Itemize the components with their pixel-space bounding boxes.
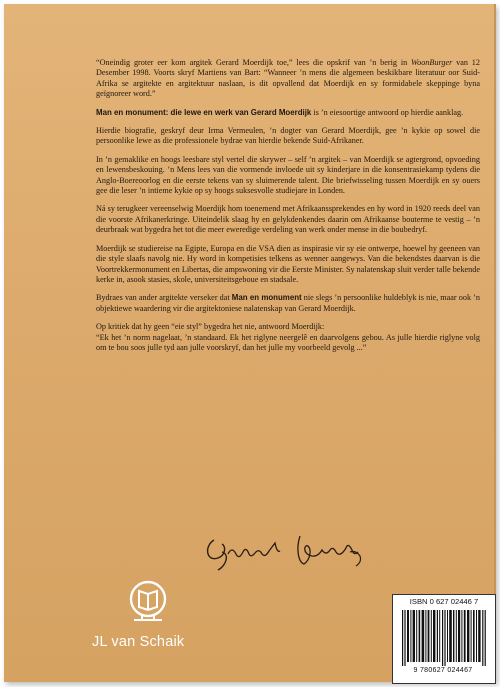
paragraph-travels: Moerdijk se studiereise na Egipte, Europa en die VSA dien as inspirasie vir sy eie ontwerpe, hoewel hy geeneen van die style slaafs navolg nie. Hy word in kompetisies telkens as wenner aangewys. Van die bekendstes daarvan is die Voortrekkermonument en Libertas, die ampswoning vir die Eerste Minister. Sy nalatenskap sluit verder talle bekende kerke in, asook stasies, skole, universiteitsgeboue en stadsale. — [96, 243, 480, 284]
paragraph-contributions — [96, 293, 480, 314]
paragraph-criticism: Op kritiek dat hy geen “eie styl” bygedra het nie, antwoord Moerdijk: — [96, 322, 325, 332]
book-title: Man en monument: die lewe en werk van Gerard Moerdijk — [96, 107, 312, 117]
intro-text-b: van 12 Desember 1998. Voorts skryf Martiens van Bart: “Wanneer ’n mens die algemeen beskikbare literatuur oor Suid-Afrika se argitekte en argitektuur naslaan, is dit opvallend dat Moerdijk en sy formidabele skeppinge byna geïgnoreer word.” — [96, 58, 480, 99]
signature-image — [200, 524, 390, 574]
book-back-cover — [4, 4, 496, 682]
intro-text-a: “Oneindig groter eer kom argitek Gerard Moerdijk toe,” lees die opskrif van ’n berig in — [96, 58, 412, 67]
bookshop-emblem-icon — [128, 579, 168, 625]
paragraph-style: In ’n gemaklike en hoogs leesbare styl vertel die skrywer – self ’n argitek – van Moerdijk se agtergrond, opvoeding en lewensbeskouing. ’n Mens lees van die vormende invloede uit sy kinderjare in die konsentrasiekamp tydens die Anglo-Boereoorlog en die eerste tekens van sy sluimerende talent. Die briefwisseling tussen Moerdijk en sy ouers gee die leser ’n intieme kykie op sy hoogs suksesvolle studiejare in Londen. — [96, 154, 480, 196]
contributions-text-a: Bydraes van ander argitekte verseker dat — [96, 293, 232, 303]
blurb-text — [96, 58, 480, 353]
moerdijk-quote: “Ek het ’n norm nagelaat, ’n standaard. Ek het riglyne neergelê en daarvolgens gebou. As julle hierdie riglyne volg om te bou soos julle tyd aan julle voorskryf, dan het julle my voorbeeld gevolg ...” — [96, 332, 480, 352]
publisher-name: JL van Schaik — [92, 634, 185, 650]
paragraph-biography: Hierdie biografie, geskryf deur Irma Vermeulen, ’n dogter van Gerard Moerdijk, gee ’n kykie op sowel die persoonlike lewe as die professionele bydrae van hierdie bekende Suid-Afrikaner. — [96, 126, 480, 146]
isbn-barcode-panel — [392, 594, 496, 684]
barcode-icon — [400, 610, 488, 666]
source-name: WoonBurger — [411, 58, 453, 67]
book-title-short: Man en monument — [231, 293, 302, 303]
paragraph-return: Ná sy terugkeer vereenselwig Moerdijk hom toenemend met Afrikaanssprekendes en hy word in 1920 reeds deel van die voorste Afrikanerkringe. Uiteindelik slaag hy en gelykdenkendes daarin om Afrikaanse bouterme te vestig – ’n deurbraak wat bygedra het tot die meer eweredige verdeling van werk onder mense in die boubedryf. — [96, 204, 480, 235]
book-title-rest: is ’n eiesoortige antwoord op hierdie aanklag. — [311, 107, 464, 117]
paragraph-intro — [96, 58, 480, 100]
isbn-number: ISBN 0 627 02446 7 — [409, 597, 479, 606]
barcode-digits: 9 780627 024467 — [413, 667, 473, 674]
contributions-text-b: nie slegs ’n persoonlike huldeblyk is nie, maar ook ’n objektiewe waardering vir die argitektoniese nalatenskap van Gerard Moerdijk. — [96, 293, 480, 313]
paragraph-book-title — [96, 108, 480, 118]
